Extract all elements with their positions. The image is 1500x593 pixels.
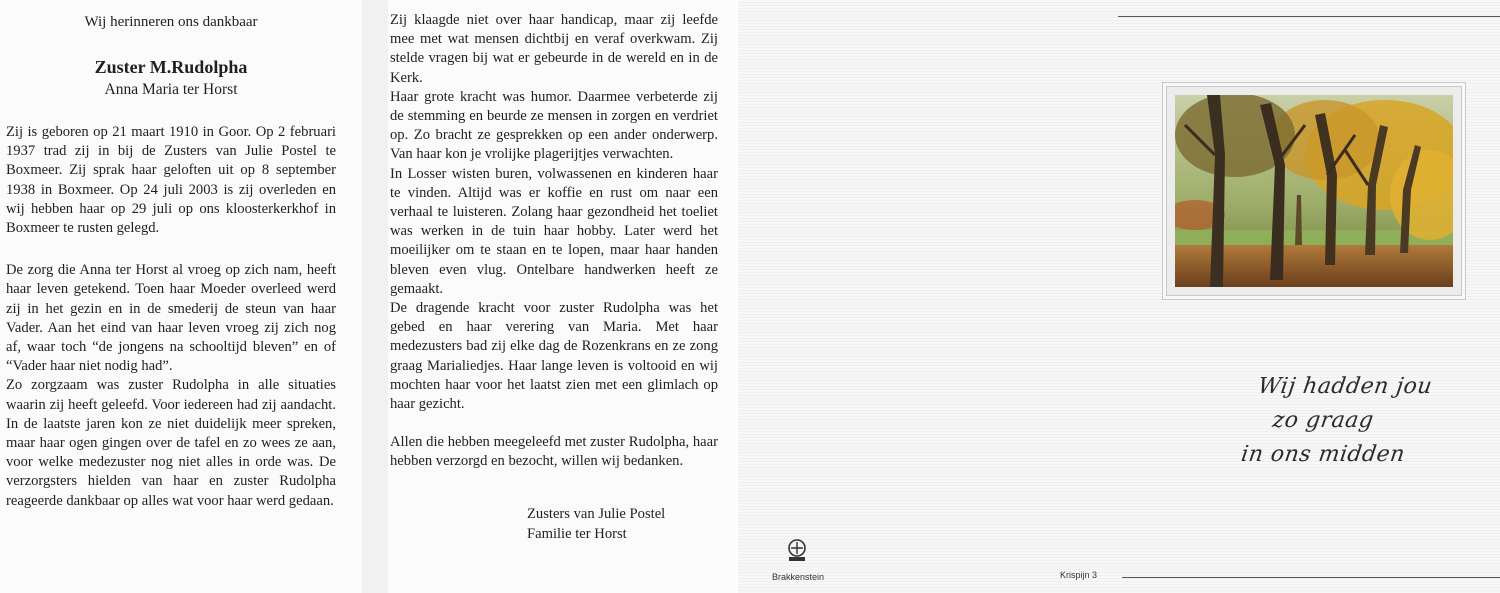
deceased-birth-name: Anna Maria ter Horst	[104, 81, 238, 98]
bottom-rule	[1122, 577, 1500, 578]
biography-paragraph: Zo zorgzaam was zuster Rudolpha in alle situaties waarin zij heeft geleefd. Voor iedereen had zij aandacht. In de laatste jaren kon ze niet duidelijk meer spreken, maar haar ogen gingen over de tafel en zo wees ze aan, voor welke medezuster nog niet alles in orde was. De verzorgsters hielden van haar en zuster Rudolpha reageerde dankbaar op alles wat voor haar werd gedaan.	[6, 377, 336, 509]
deceased-name: Zuster M.Rudolpha	[94, 57, 248, 77]
cover-panel	[738, 0, 1500, 593]
publisher-name: Brakkenstein	[772, 572, 825, 582]
tribute-paragraph: De dragende kracht voor zuster Rudolpha was het gebed en haar verering van Maria. Met haar medezusters bad zij elke dag de Rozenkrans en ze zong graag Marialiedjes. Haar lange leven is voltooid en wij mochten haar voor het laatst zien met een glimlach op haar gezicht.	[390, 300, 718, 413]
left-text-panel	[0, 0, 362, 593]
tribute-paragraph: Zij klaagde niet over haar handicap, maar zij leefde mee met wat mensen dichtbij en veraf overkwam. Zij stelde vragen bij wat er gebeurde in de wereld en in de Kerk.	[390, 12, 718, 86]
signature-block	[527, 505, 665, 544]
thanks-paragraph: Allen die hebben meegeleefd met zuster Rudolpha, haar hebben verzorgd en bezocht, willen wij bedanken.	[390, 434, 718, 470]
middle-text-panel	[388, 0, 736, 593]
signature-line: Familie ter Horst	[527, 525, 627, 542]
brakkenstein-logo-icon	[784, 538, 810, 564]
script-line: in ons midden	[1239, 442, 1407, 467]
remembrance-heading: Wij herinneren ons dankbaar	[84, 14, 258, 30]
signature-line: Zusters van Julie Postel	[527, 506, 666, 522]
biography-text	[6, 123, 336, 511]
biography-paragraph: De zorg die Anna ter Horst al vroeg op zich nam, heeft haar leven getekend. Toen haar Moeder overleed werd zij in het gezin en in de smederij de steun van haar Vader. Aan het eind van haar leven vroeg zij zich nog af, waar toch “de jongens na schooltijd bleven” en of “Vader haar niet nodig had”.	[6, 262, 336, 375]
panel-fold	[362, 0, 388, 593]
tribute-paragraph: In Losser wisten buren, volwassenen en kinderen haar te vinden. Altijd was er koffie en rust om naar een verhaal te luisteren. Zolang haar gezondheid het toeliet was werken in de tuin haar hobby. Later werd het moeilijker om te staan en te lopen, maar haar handen bleven even vlug. Ontelbare handwerken heeft ze gemaakt.	[390, 165, 718, 297]
series-label: Krispijn 3	[1060, 570, 1098, 580]
script-line: zo graag	[1270, 408, 1376, 433]
tribute-paragraph: Haar grote kracht was humor. Daarmee verbeterde zij de stemming en beurde ze mensen in zorgen en verdriet op. Zo bracht ze gesprekken op een ander onderwerp. Van haar kon je vrolijke plagerijtjes verwachten.	[390, 88, 718, 163]
autumn-park-image	[1175, 95, 1453, 287]
script-line: Wij hadden jou	[1256, 374, 1434, 399]
cover-script	[1208, 370, 1438, 472]
biography-paragraph: Zij is geboren op 21 maart 1910 in Goor. Op 2 februari 1937 trad zij in bij de Zusters van Julie Postel te Boxmeer. Zij sprak haar geloften uit op 8 september 1938 in Boxmeer. Op 24 juli 2003 is zij overleden en wij hebben haar op 29 juli op ons kloosterkerkhof in Boxmeer te rusten gelegd.	[6, 124, 336, 237]
tribute-text	[390, 11, 718, 472]
autumn-park-photo	[1162, 82, 1466, 300]
top-rule	[1118, 16, 1500, 17]
